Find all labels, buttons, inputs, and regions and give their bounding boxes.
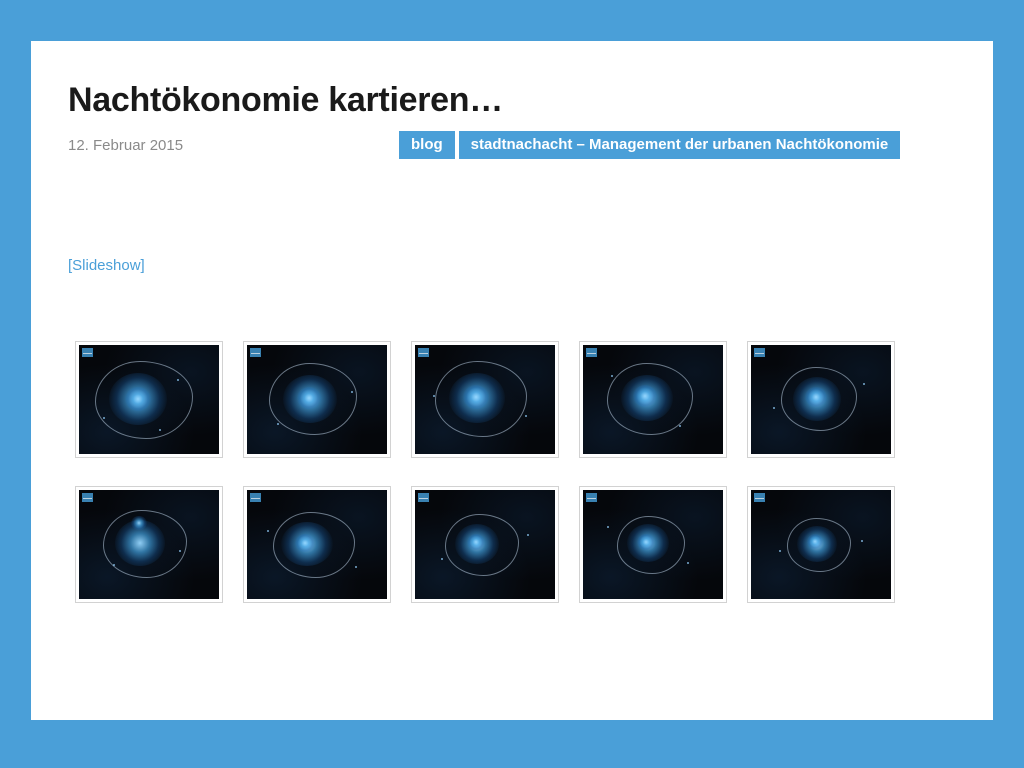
map-logo-icon: [754, 348, 765, 357]
gallery-thumbnail[interactable]: [411, 486, 559, 603]
map-logo-icon: [250, 348, 261, 357]
gallery-thumbnail[interactable]: [747, 486, 895, 603]
gallery-thumbnail[interactable]: [747, 341, 895, 458]
post-card: [31, 41, 993, 720]
gallery-thumbnail[interactable]: [579, 486, 727, 603]
gallery-row: [75, 341, 955, 458]
post-date: 12. Februar 2015: [68, 137, 184, 154]
category-tag-stadtnachacht[interactable]: stadtnachacht – Management der urbanen Nachtökonomie: [459, 131, 901, 159]
map-logo-icon: [418, 493, 429, 502]
map-logo-icon: [82, 348, 93, 357]
map-logo-icon: [82, 493, 93, 502]
page-title: Nachtökonomie kartieren…: [68, 80, 503, 119]
slideshow-link[interactable]: [Slideshow]: [68, 257, 145, 274]
gallery-thumbnail[interactable]: [75, 486, 223, 603]
gallery-thumbnail[interactable]: [411, 341, 559, 458]
image-gallery: [75, 341, 955, 631]
gallery-row: [75, 486, 955, 603]
gallery-thumbnail[interactable]: [243, 341, 391, 458]
map-logo-icon: [586, 493, 597, 502]
map-logo-icon: [586, 348, 597, 357]
map-logo-icon: [418, 348, 429, 357]
gallery-thumbnail[interactable]: [75, 341, 223, 458]
category-tags: [399, 131, 900, 159]
category-tag-blog[interactable]: blog: [399, 131, 455, 159]
gallery-thumbnail[interactable]: [243, 486, 391, 603]
post-meta: [68, 131, 968, 163]
map-logo-icon: [754, 493, 765, 502]
gallery-thumbnail[interactable]: [579, 341, 727, 458]
map-logo-icon: [250, 493, 261, 502]
